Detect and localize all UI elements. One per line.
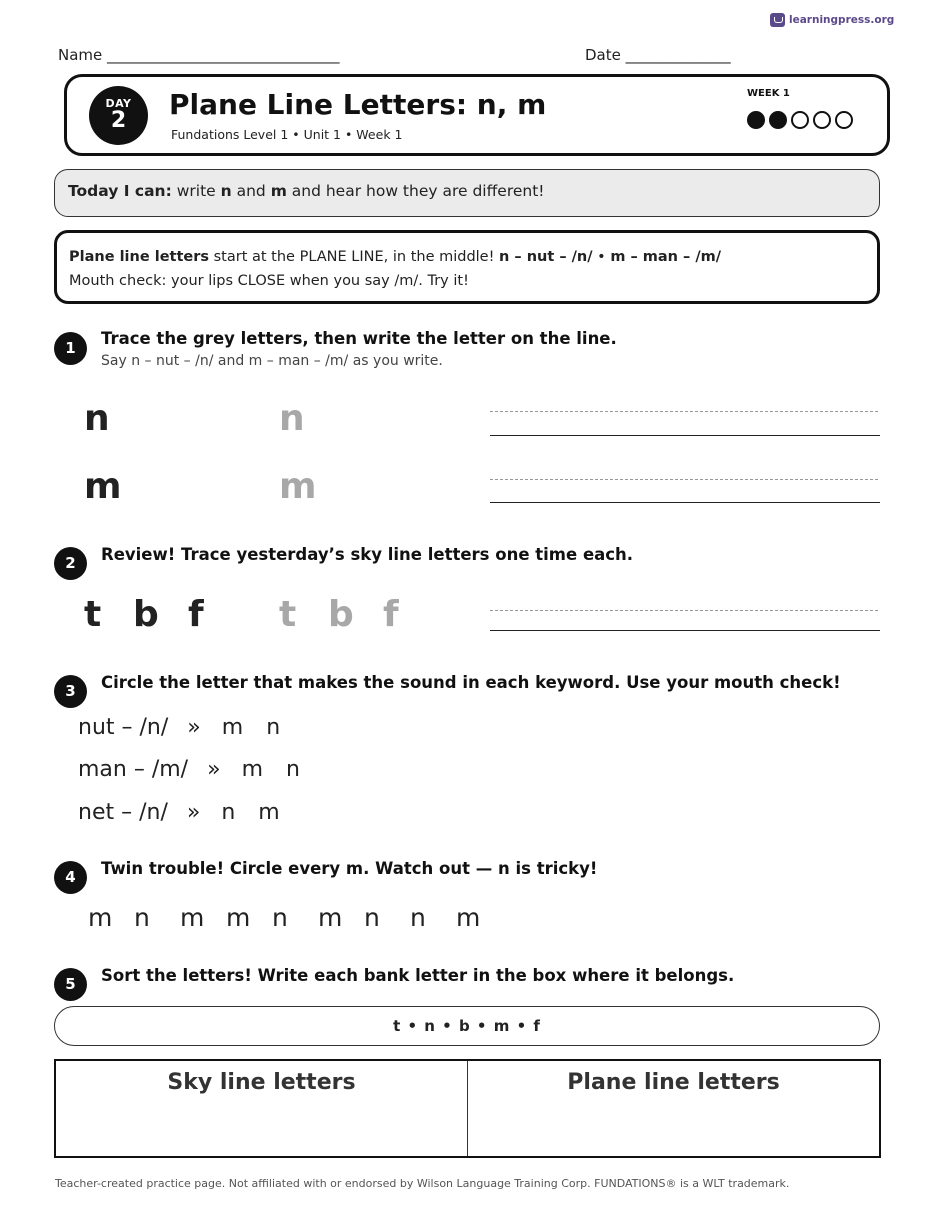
q2-trace-letter[interactable]: f xyxy=(383,594,399,635)
sort-table xyxy=(54,1059,881,1158)
question-3-title: Circle the letter that makes the sound in each keyword. Use your mouth check! xyxy=(101,673,841,692)
progress-dot-empty xyxy=(813,111,831,129)
date-field: Date ______________ xyxy=(585,46,731,64)
writing-guide-dashed xyxy=(490,479,878,480)
name-field: Name _______________________________ xyxy=(58,46,340,64)
q2-trace-letter[interactable]: t xyxy=(279,594,297,635)
hunt-letter[interactable]: m xyxy=(88,903,113,932)
letter-bank: t • n • b • m • f xyxy=(54,1006,880,1046)
progress-dot-filled xyxy=(769,111,787,129)
choice-letter[interactable]: m xyxy=(221,715,244,740)
goal-lead: Today I can: xyxy=(68,182,172,200)
question-3-number: 3 xyxy=(54,675,87,708)
choice-letter[interactable]: n xyxy=(286,757,300,782)
hunt-letter[interactable]: n xyxy=(410,903,426,932)
choice-letter[interactable]: m xyxy=(241,757,264,782)
page-subtitle: Fundations Level 1 • Unit 1 • Week 1 xyxy=(171,127,403,142)
q1-trace-letter[interactable]: m xyxy=(279,466,317,507)
question-5-number: 5 xyxy=(54,968,87,1001)
day-label: DAY xyxy=(105,97,132,110)
day-number: 2 xyxy=(110,108,127,133)
q1-model-letter: m xyxy=(84,466,122,507)
choice-letter[interactable]: n xyxy=(221,800,236,825)
arrow-icon: » xyxy=(207,757,221,782)
day-badge xyxy=(89,86,148,145)
info-sep: • xyxy=(592,249,611,265)
hunt-letter[interactable]: n xyxy=(134,903,150,932)
week-label: WEEK 1 xyxy=(747,88,790,99)
hunt-letter[interactable]: m xyxy=(318,903,343,932)
brand-logo xyxy=(770,13,894,27)
progress-dot-empty xyxy=(835,111,853,129)
choice-letter[interactable]: n xyxy=(266,715,281,740)
q2-model-letter: f xyxy=(188,594,204,635)
info-text-1: start at the PLANE LINE, in the middle! xyxy=(209,249,500,265)
page-title: Plane Line Letters: n, m xyxy=(169,88,547,121)
q2-trace-letter[interactable]: b xyxy=(328,594,354,635)
goal-letter-m: m xyxy=(270,182,287,200)
writing-guide-dashed xyxy=(490,411,878,412)
week-progress-dots xyxy=(747,111,853,129)
goal-text-3: and hear how they are different! xyxy=(286,182,545,200)
keyword: man – /m/ xyxy=(78,757,189,782)
question-1-number: 1 xyxy=(54,332,87,365)
choice-letter[interactable]: m xyxy=(258,800,280,825)
writing-line[interactable] xyxy=(490,435,880,436)
q2-model-letter: b xyxy=(133,594,159,635)
keyword-row xyxy=(78,757,300,782)
q1-model-letter: n xyxy=(84,398,110,439)
arrow-icon: » xyxy=(186,800,201,825)
keyword: net – /n/ xyxy=(78,800,168,825)
hunt-letter[interactable]: m xyxy=(456,903,481,932)
progress-dot-filled xyxy=(747,111,765,129)
info-bold-1: Plane line letters xyxy=(69,249,210,265)
letter-hunt-row xyxy=(88,903,502,932)
arrow-icon: » xyxy=(187,715,201,740)
q2-model-letter: t xyxy=(84,594,102,635)
question-1-subtitle: Say n – nut – /n/ and m – man – /m/ as you write. xyxy=(101,353,443,369)
hunt-letter[interactable]: m xyxy=(180,903,205,932)
today-i-can-box xyxy=(54,169,880,217)
hunt-letter[interactable]: n xyxy=(272,903,288,932)
question-4-number: 4 xyxy=(54,861,87,894)
plane-line-column[interactable]: Plane line letters xyxy=(467,1061,879,1156)
question-2-number: 2 xyxy=(54,547,87,580)
footer-disclaimer: Teacher-created practice page. Not affiliated with or endorsed by Wilson Language Training Corp. FUNDATIONS® is a WLT trademark. xyxy=(55,1177,790,1190)
q1-trace-letter[interactable]: n xyxy=(279,398,305,439)
info-bold-3: m – man – /m/ xyxy=(610,249,722,265)
writing-line[interactable] xyxy=(490,630,880,631)
writing-guide-dashed xyxy=(490,610,878,611)
keyword-row xyxy=(78,800,280,825)
info-bold-2: n – nut – /n/ xyxy=(499,249,593,265)
plane-line-info-box xyxy=(54,230,880,304)
info-line-2: Mouth check: your lips CLOSE when you say /m/. Try it! xyxy=(69,273,469,289)
sky-line-column[interactable]: Sky line letters xyxy=(167,1070,356,1095)
question-5-title: Sort the letters! Write each bank letter in the box where it belongs. xyxy=(101,966,735,985)
hunt-letter[interactable]: m xyxy=(226,903,251,932)
goal-text-2: and xyxy=(231,182,271,200)
goal-text-1: write xyxy=(171,182,221,200)
book-icon xyxy=(770,13,785,27)
question-1-title: Trace the grey letters, then write the letter on the line. xyxy=(101,329,617,348)
progress-dot-empty xyxy=(791,111,809,129)
info-line-1 xyxy=(69,245,865,269)
question-4-title: Twin trouble! Circle every m. Watch out — n is tricky! xyxy=(101,859,598,878)
keyword: nut – /n/ xyxy=(78,715,169,740)
keyword-row xyxy=(78,715,280,740)
writing-line[interactable] xyxy=(490,502,880,503)
hunt-letter[interactable]: n xyxy=(364,903,380,932)
question-2-title: Review! Trace yesterday’s sky line letters one time each. xyxy=(101,545,634,564)
goal-letter-n: n xyxy=(220,182,232,200)
brand-text: learningpress.org xyxy=(789,14,895,26)
